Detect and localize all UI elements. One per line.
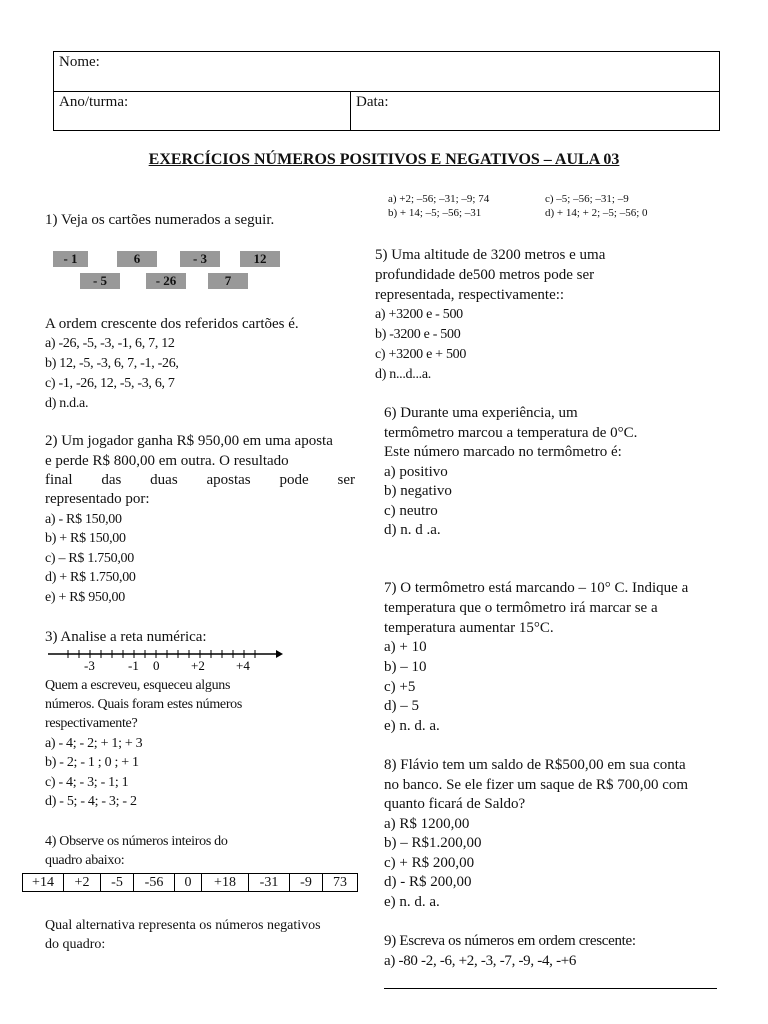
- q4-option-d: d) + 14; + 2; –5; –56; 0: [545, 207, 648, 219]
- q2-word: apostas: [206, 472, 251, 488]
- q5-option-b: b) -3200 e - 500: [375, 327, 461, 342]
- q3-option-b: b) - 2; - 1 ; 0 ; + 1: [45, 755, 139, 770]
- table-cell: +14: [23, 874, 64, 892]
- q2-option-e: e) + R$ 950,00: [45, 590, 125, 605]
- number-line: [48, 646, 283, 672]
- q5-line-2: profundidade de500 metros pode ser: [375, 267, 595, 283]
- q4-after-line-1: Qual alternativa representa os números negativos: [45, 918, 321, 933]
- table-cell: -56: [134, 874, 175, 892]
- q4-option-b: b) + 14; –5; –56; –31: [388, 207, 482, 219]
- q9-question: 9) Escreva os números em ordem crescente:: [384, 933, 636, 949]
- q1-option-b: b) 12, -5, -3, 6, 7, -1, -26,: [45, 356, 179, 371]
- q7-line-1: 7) O termômetro está marcando – 10° C. Indique a: [384, 580, 689, 596]
- q5-line-3: representada, respectivamente::: [375, 287, 565, 303]
- q8-option-a: a) R$ 1200,00: [384, 816, 470, 832]
- q8-line-3: quanto ficará de Saldo?: [384, 796, 526, 812]
- q5-line-1: 5) Uma altitude de 3200 metros e uma: [375, 247, 606, 263]
- q6-line-3: Este número marcado no termômetro é:: [384, 444, 622, 460]
- number-line-label: +4: [236, 658, 250, 672]
- q1-question: 1) Veja os cartões numerados a seguir.: [45, 212, 275, 228]
- number-card: - 3: [180, 251, 220, 267]
- number-line-label: +2: [191, 658, 205, 672]
- q3-line-2: números. Quais foram estes números: [45, 697, 243, 712]
- number-card: 12: [240, 251, 280, 267]
- q2-option-d: d) + R$ 1.750,00: [45, 570, 136, 585]
- q3-option-c: c) - 4; - 3; - 1; 1: [45, 775, 129, 790]
- q1-option-c: c) -1, -26, 12, -5, -3, 6, 7: [45, 376, 175, 391]
- numbers-table: [22, 873, 358, 892]
- number-card: - 1: [53, 251, 88, 267]
- table-cell: 73: [323, 874, 358, 892]
- date-label: Data:: [356, 94, 389, 110]
- q4-line-1: 4) Observe os números inteiros do: [45, 834, 228, 849]
- q3-line-1: Quem a escreveu, esqueceu alguns: [45, 678, 231, 693]
- q3-option-d: d) - 5; - 4; - 3; - 2: [45, 794, 137, 809]
- number-line-label: 0: [153, 658, 160, 672]
- q7-line-2: temperatura que o termômetro irá marcar se a: [384, 600, 658, 616]
- q2-line-4: representado por:: [45, 491, 150, 507]
- q8-option-b: b) – R$1.200,00: [384, 835, 482, 851]
- q4-option-c: c) –5; –56; –31; –9: [545, 193, 629, 205]
- q6-line-2: termômetro marcou a temperatura de 0°C.: [384, 425, 638, 441]
- class-label: Ano/turma:: [59, 94, 129, 110]
- q8-option-d: d) - R$ 200,00: [384, 874, 472, 890]
- student-info-table: [53, 51, 720, 131]
- q7-option-d: d) – 5: [384, 698, 419, 714]
- q4-option-a: a) +2; –56; –31; –9; 74: [388, 193, 490, 205]
- q1-prompt: A ordem crescente dos referidos cartões é.: [45, 316, 299, 332]
- q8-line-2: no banco. Se ele fizer um saque de R$ 700,00 com: [384, 777, 689, 793]
- worksheet-title: EXERCÍCIOS NÚMEROS POSITIVOS E NEGATIVOS – AULA 03: [148, 151, 620, 168]
- q7-option-c: c) +5: [384, 679, 416, 695]
- q3-question: 3) Analise a reta numérica:: [45, 629, 207, 645]
- number-card: - 26: [146, 273, 186, 289]
- q8-line-1: 8) Flávio tem um saldo de R$500,00 em sua conta: [384, 757, 686, 773]
- table-cell: 0: [175, 874, 202, 892]
- answer-line: [384, 988, 717, 989]
- q6-option-d: d) n. d .a.: [384, 522, 441, 538]
- q2-option-a: a) - R$ 150,00: [45, 512, 122, 527]
- q7-option-e: e) n. d. a.: [384, 718, 440, 734]
- number-line-arrow-icon: [276, 650, 283, 658]
- number-card: - 5: [80, 273, 120, 289]
- q6-option-c: c) neutro: [384, 503, 438, 519]
- q2-word: ser: [337, 472, 355, 488]
- table-cell: -9: [290, 874, 323, 892]
- q5-option-c: c) +3200 e + 500: [375, 347, 467, 362]
- q7-option-a: a) + 10: [384, 639, 427, 655]
- name-row: [54, 52, 719, 92]
- table-cell: -31: [249, 874, 290, 892]
- q6-option-a: a) positivo: [384, 464, 448, 480]
- table-cell: +2: [64, 874, 101, 892]
- q4-line-2: quadro abaixo:: [45, 853, 125, 868]
- table-cell: +18: [202, 874, 249, 892]
- q2-word: duas: [150, 472, 178, 488]
- q2-line-2-text: e perde R$ 800,00 em outra. O resultado: [45, 453, 289, 469]
- table-row: [23, 874, 358, 892]
- q2-option-b: b) + R$ 150,00: [45, 531, 126, 546]
- q1-option-a: a) -26, -5, -3, -1, 6, 7, 12: [45, 336, 175, 351]
- q2-line-2: [45, 452, 355, 471]
- q2-option-c: c) – R$ 1.750,00: [45, 551, 134, 566]
- q2-word: das: [101, 472, 122, 488]
- q6-line-1: 6) Durante uma experiência, um: [384, 405, 578, 421]
- table-divider: [350, 91, 351, 130]
- q5-option-a: a) +3200 e - 500: [375, 307, 463, 322]
- q4-after-line-2: do quadro:: [45, 937, 106, 952]
- q2-line-1: 2) Um jogador ganha R$ 950,00 em uma aposta: [45, 433, 333, 449]
- q7-line-3: temperatura aumentar 15°C.: [384, 620, 554, 636]
- q3-line-3: respectivamente?: [45, 716, 138, 731]
- table-cell: -5: [101, 874, 134, 892]
- number-card: 7: [208, 273, 248, 289]
- number-card: 6: [117, 251, 157, 267]
- number-line-label: -3: [84, 658, 95, 672]
- q2-word: final: [45, 472, 73, 488]
- q2-word: pode: [279, 472, 309, 488]
- q8-option-c: c) + R$ 200,00: [384, 855, 475, 871]
- q9-numbers: a) -80 -2, -6, +2, -3, -7, -9, -4, -+6: [384, 953, 577, 969]
- q1-option-d: d) n.d.a.: [45, 396, 89, 411]
- number-line-label: -1: [128, 658, 139, 672]
- name-label: Nome:: [59, 54, 100, 70]
- q2-line-3: [45, 471, 355, 490]
- q8-option-e: e) n. d. a.: [384, 894, 440, 910]
- q6-option-b: b) negativo: [384, 483, 452, 499]
- q5-option-d: d) n...d...a.: [375, 367, 431, 382]
- q3-option-a: a) - 4; - 2; + 1; + 3: [45, 736, 143, 751]
- q7-option-b: b) – 10: [384, 659, 427, 675]
